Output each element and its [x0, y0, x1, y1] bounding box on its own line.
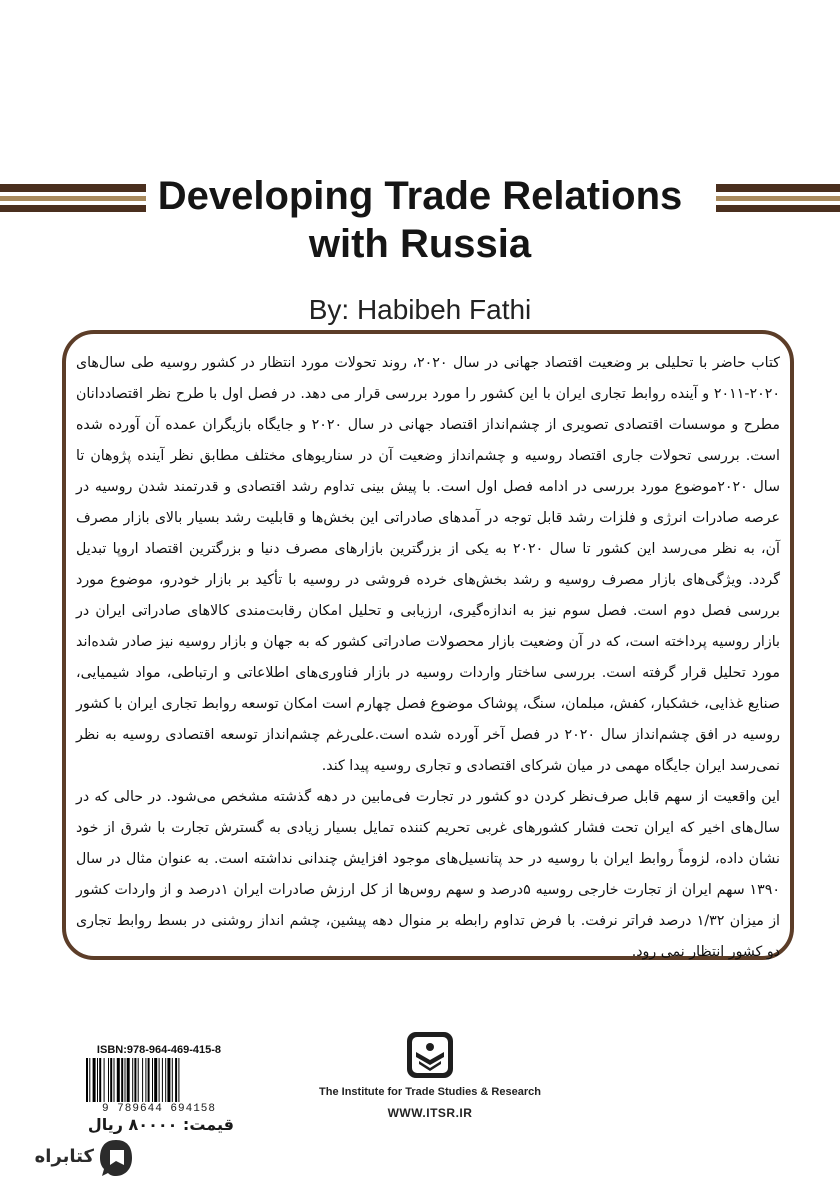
barcode-bar	[178, 1058, 179, 1102]
book-title	[120, 172, 720, 268]
watermark-text: کتابراه	[34, 1146, 94, 1167]
barcode-bar	[104, 1058, 105, 1102]
barcode-bar	[127, 1058, 130, 1102]
barcode-bar	[138, 1058, 139, 1102]
barcode-bar	[97, 1058, 98, 1102]
publisher-name: The Institute for Trade Studies & Research	[319, 1086, 541, 1098]
barcode-bar	[117, 1058, 120, 1102]
barcode-bar	[125, 1058, 126, 1102]
barcode-bar	[93, 1058, 96, 1102]
barcode-image	[84, 1058, 234, 1102]
decorative-stripes-right	[716, 184, 840, 214]
publisher-website: WWW.ITSR.IR	[387, 1106, 473, 1120]
barcode-bar	[114, 1058, 115, 1102]
ketabrah-logo-icon	[98, 1138, 134, 1178]
barcode-bar	[165, 1058, 166, 1102]
barcode-bar	[89, 1058, 90, 1102]
barcode-bar	[121, 1058, 123, 1102]
barcode-bar	[148, 1058, 150, 1102]
price-label: قیمت: ۸۰۰۰۰ ریال	[87, 1115, 234, 1134]
author-line: By: Habibeh Fathi	[308, 294, 532, 325]
barcode-bar	[172, 1058, 173, 1102]
barcode-bar	[167, 1058, 170, 1102]
isbn-block	[84, 1044, 234, 1134]
publisher-logo-icon	[405, 1030, 455, 1080]
barcode-bar	[142, 1058, 143, 1102]
title-line-1: Developing Trade Relations	[157, 174, 683, 218]
barcode-bar	[86, 1058, 88, 1102]
barcode-bar	[175, 1058, 177, 1102]
barcode-bar	[132, 1058, 133, 1102]
barcode-bar	[108, 1058, 109, 1102]
description-box	[62, 330, 794, 960]
barcode-bar	[145, 1058, 146, 1102]
barcode-bar	[152, 1058, 153, 1102]
barcode-bar	[159, 1058, 160, 1102]
barcode-bar	[134, 1058, 136, 1102]
publisher-block	[300, 1030, 560, 1120]
ketabrah-watermark	[14, 1136, 134, 1180]
barcode-bar	[162, 1058, 163, 1102]
barcode-digits: 9 789644 694158	[101, 1103, 217, 1115]
title-line-2: with Russia	[308, 222, 532, 266]
barcode-bar	[154, 1058, 157, 1102]
description-paragraph-1: کتاب حاضر با تحلیلی بر وضعیت اقتصاد جهانی در سال ۲۰۲۰، روند تحولات مورد انتظار در کشور روسیه طی سال‌های ۲۰۲۰-۲۰۱۱ و آینده روابط تجاری ایران با این کشور را مورد بررسی قرار می دهد. در فصل اول با طرح نظر اقتصاددانان مطرح و موسسات اقتصادی تصویری از چشم‌انداز اقتصاد جهانی در سال ۲۰۲۰ و جایگاه بازیگران عمده آن آورده شده است. بررسی تحولات جاری اقتصاد روسیه و چشم‌انداز وضعیت آن در سناریوهای مختلف مطابق نظر آینده پژوهان تا سال ۲۰۲۰موضوع مورد بررسی در ادامه فصل اول است. با پیش بینی تداوم رشد اقتصادی و قدرتمند شدن روسیه در عرصه صادرات انرژی و فلزات رشد قابل توجه در آمدهای صادراتی این بخش‌ها و قابلیت رشد بسیار بالای بازار مصرف آن، به نظر می‌رسد این کشور تا سال ۲۰۲۰ به یکی از بزرگترین بازارهای مصرف دنیا و بزرگترین اقتصاد اروپا تبدیل گردد. ویژگی‌های بازار مصرف روسیه و رشد بخش‌های خرده فروشی در روسیه با تأکید بر بازار خودرو، موضوع مورد بررسی فصل دوم است. فصل سوم نیز به اندازه‌گیری، ارزیابی و تحلیل امکان رقابت‌مندی کالاهای صادراتی ایران در بازار روسیه پرداخته است، که در آن وضعیت بازار محصولات صادراتی کشور که به جهان و بازار روسیه نیز صادر شده‌اند مورد تحلیل قرار گرفته است. بررسی ساختار واردات روسیه در بازار فناوری‌های اطلاعاتی و ارتباطی، مواد شیمیایی، صنایع غذایی، خشکبار، کفش، مبلمان، سنگ، پوشاک موضوع فصل چهارم است امکان توسعه روابط تجاری ایران با کشور روسیه در افق چشم‌انداز سال ۲۰۲۰ در فصل آخر آورده شده است.علی‌رغم چشم‌انداز توسعه اقتصادی روسیه به نظر نمی‌رسد ایران جایگاه مهمی در میان شرکای اقتصادی و تجاری روسیه پیدا کند.	[76, 355, 781, 774]
isbn-label: ISBN:978-964-469-415-8	[96, 1044, 222, 1056]
description-text	[76, 348, 780, 968]
description-paragraph-2: این واقعیت از سهم قابل صرف‌نظر کردن دو کشور در تجارت فی‌مابین در دهه گذشته مشخص می‌شود. در حالی که در سال‌های اخیر که ایران تحت فشار کشورهای غربی تحریم کننده تمایل بسیار زیادی به گسترش تجارت با شرق از خود نشان داده، لزوماً روابط ایران با روسیه در حد پتانسیل‌های موجود افزایش چندانی نداشته است. به عنوان مثال در سال ۱۳۹۰ سهم ایران از تجارت خارجی روسیه ۵درصد و سهم روس‌ها از کل ارزش صادرات ایران ۱درصد و از واردات کشور از میزان ۱/۳۲ درصد فراتر نرفت. با فرض تداوم رابطه بر منوال دهه پیشین، چشم انداز روشنی در بسط روابط تجاری دو کشور انتظار نمی رود.	[76, 789, 780, 960]
barcode-bar	[99, 1058, 101, 1102]
barcode-bar	[110, 1058, 112, 1102]
